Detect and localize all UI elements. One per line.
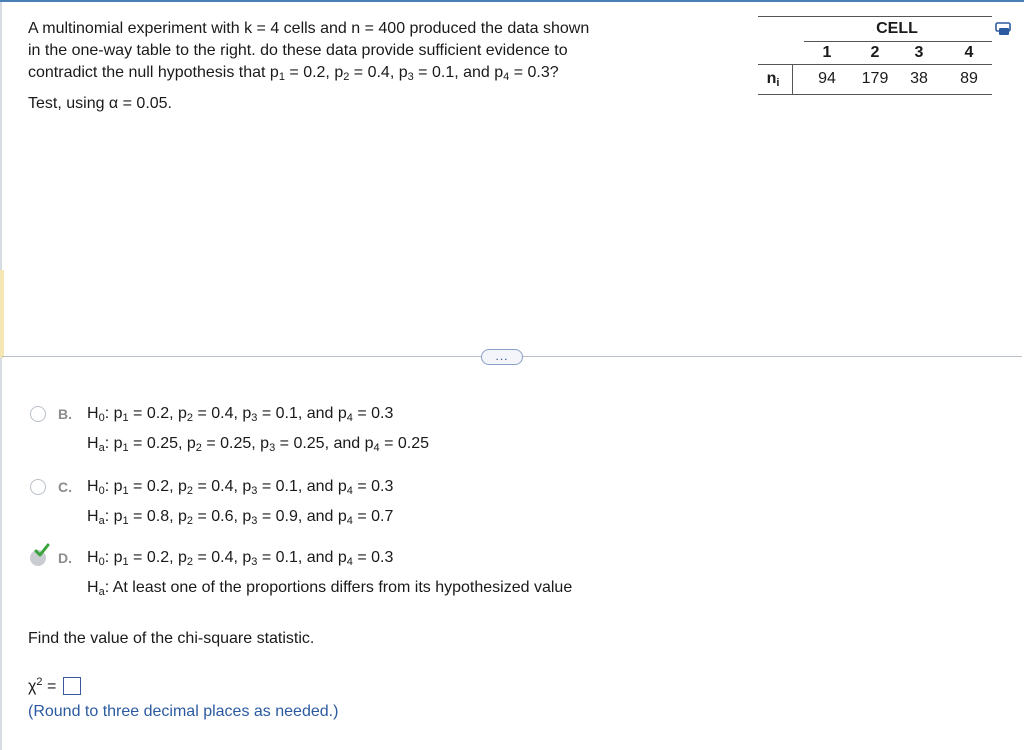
chi-exponent: 2 [36, 676, 43, 688]
cell-label-4: 4 [964, 44, 974, 61]
option-b-letter: B. [58, 406, 72, 422]
option-b-ha: $H_a$: $p_1 = 0.25$, $p_2 = 0.25$, $p_3 = 0.25$, and $p_4 = 0.25$ [87, 435, 430, 454]
question-line-2: in the one-way table to the right. do these data provide sufficient evidence to [28, 42, 568, 59]
show-more-button[interactable]: ... [481, 349, 523, 365]
option-d-letter: D. [58, 550, 72, 566]
question-line-1: A multinomial experiment with k = 4 cells and n = 400 produced the data shown [28, 20, 590, 37]
left-panel-edge [0, 2, 2, 750]
chi-symbol: χ [28, 678, 37, 695]
rounding-note: (Round to three decimal places as needed.) [28, 703, 339, 720]
table-mid-rule [758, 64, 992, 65]
equals-sign: = [42, 678, 57, 695]
find-chi-square-prompt: Find the value of the chi-square statistic. [28, 630, 315, 647]
option-c-ha: $H_a$: $p_1 = 0.8$, $p_2 = 0.6$, $p_3 = 0.9$, and $p_4 = 0.7$ [87, 508, 394, 527]
chi-square-answer-row [28, 676, 81, 698]
option-c-h0: $H_0$: $p_1 = 0.2$, $p_2 = 0.4$, $p_3 = 0.1$, and $p_4 = 0.3$ [87, 478, 394, 497]
option-d-ha: $H_a$: At least one of the proportions differs from its hypothesized value [87, 579, 573, 598]
count-cell-1: 94 [818, 70, 836, 87]
table-top-rule [758, 16, 992, 17]
table-bottom-rule [758, 94, 992, 95]
cell-label-2: 2 [870, 44, 880, 61]
option-d-h0: $H_0$: $p_1 = 0.2$, $p_2 = 0.4$, $p_3 = 0.1$, and $p_4 = 0.3$ [87, 549, 394, 568]
option-c-letter: C. [58, 479, 72, 495]
table-header-cell: CELL [876, 20, 918, 37]
top-accent-rule [0, 0, 1024, 2]
chi-square-answer-input[interactable] [63, 677, 81, 695]
count-cell-2: 179 [861, 70, 889, 87]
left-edge-marker [0, 270, 4, 358]
question-text [28, 18, 728, 84]
option-b-h0: $H_0$: $p_1 = 0.2$, $p_2 = 0.4$, $p_3 = 0.1$, and $p_4 = 0.3$ [87, 405, 394, 424]
copy-table-icon[interactable] [995, 22, 1011, 36]
count-cell-4: 89 [960, 70, 978, 87]
cell-label-3: 3 [914, 44, 924, 61]
count-cell-3: 38 [910, 70, 928, 87]
table-header-rule [804, 41, 992, 42]
option-c-radio[interactable] [30, 479, 46, 495]
table-row-divider [792, 64, 793, 94]
question-line-3: contradict the null hypothesis that $p_1 = 0.2$, $p_2 = 0.4$, $p_3 = 0.1$, and $p_4 = 0.3$? [28, 64, 559, 83]
cell-label-1: 1 [822, 44, 832, 61]
alpha-instruction: Test, using α = 0.05. [28, 95, 172, 112]
row-label-ni: $n_i$ [766, 70, 780, 89]
option-b-radio[interactable] [30, 406, 46, 422]
correct-check-icon [34, 543, 50, 559]
